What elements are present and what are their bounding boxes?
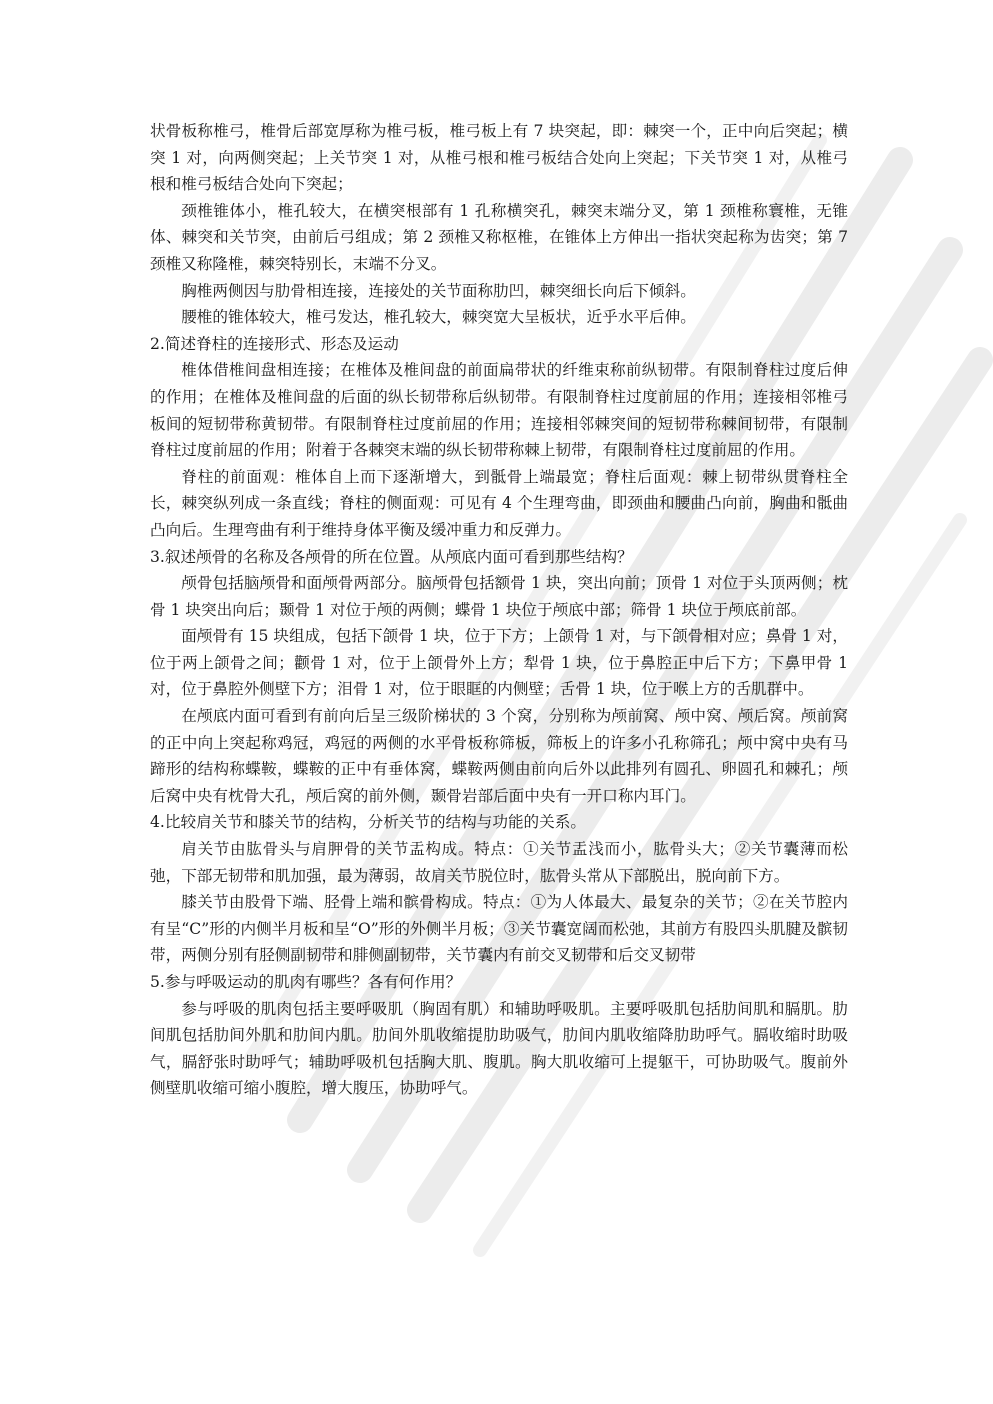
intro-paragraph-thoracic: 胸椎两侧因与肋骨相连接，连接处的关节面称肋凹，棘突细长向后下倾斜。 bbox=[181, 281, 696, 300]
question-5-heading: 5.参与呼吸运动的肌肉有哪些？各有何作用？ bbox=[150, 973, 462, 991]
question-4-paragraph-2: 膝关节由股骨下端、胫骨上端和髌骨构成。特点：①为人体最大、最复杂的关节；②在关节腔内有呈“C”形的内侧半月板和呈“O”形的外侧半月板；③关节囊宽阔而松弛，其前方有股四头肌腱及髌韧带，两侧分别有胫侧副韧带和腓侧副韧带，关节囊内有前交叉韧带和后交叉韧带 bbox=[150, 893, 848, 965]
question-4-heading: 4.比较肩关节和膝关节的结构，分析关节的结构与功能的关系。 bbox=[150, 813, 586, 832]
question-3-heading: 3.叙述颅骨的名称及各颅骨的所在位置。从颅底内面可看到那些结构？ bbox=[150, 547, 633, 566]
question-4-paragraph-1: 肩关节由肱骨头与肩胛骨的关节盂构成。特点：①关节盂浅而小，肱骨头大；②关节囊薄而松弛，下部无韧带和肌加强，最为薄弱，故肩关节脱位时，肱骨头常从下部脱出，脱向前下方。 bbox=[150, 840, 848, 885]
question-3-paragraph-3: 在颅底内面可看到有前向后呈三级阶梯状的 3 个窝，分别称为颅前窝、颅中窝、颅后窝。颅前窝的正中向上突起称鸡冠，鸡冠的两侧的水平骨板称筛板，筛板上的许多小孔称筛孔；颅中窝中央有马蹄形的结构称蝶鞍，蝶鞍的正中有垂体窝，蝶鞍两侧由前向后外以此排列有圆孔、卵圆孔和棘孔；颅后窝中央有枕骨大孔，颅后窝的前外侧，颞骨岩部后面中央有一开口称内耳门。 bbox=[150, 707, 848, 805]
question-3-paragraph-2: 面颅骨有 15 块组成，包括下颌骨 1 块，位于下方；上颌骨 1 对，与下颌骨相对应；鼻骨 1 对，位于两上颌骨之间；颧骨 1 对，位于上颌骨外上方；犁骨 1 块，位于鼻腔正中后下方；下鼻甲骨 1 对，位于鼻腔外侧壁下方；泪骨 1 对，位于眼眶的内侧壁；舌骨 1 块，位于喉上方的舌肌群中。 bbox=[150, 627, 848, 699]
intro-paragraph-1: 状骨板称椎弓，椎骨后部宽厚称为椎弓板，椎弓板上有 7 块突起，即：棘突一个，正中向后突起；横突 1 对，向两侧突起；上关节突 1 对，从椎弓根和椎弓板结合处向上突起；下关节突 1 对，从椎弓根和椎弓板结合处向下突起； bbox=[150, 122, 848, 194]
question-2-paragraph-1: 椎体借椎间盘相连接；在椎体及椎间盘的前面扁带状的纤维束称前纵韧带。有限制脊柱过度后伸的作用；在椎体及椎间盘的后面的纵长韧带称后纵韧带。有限制脊柱过度前屈的作用；连接相邻椎弓板间的短韧带称黄韧带。有限制脊柱过度前屈的作用；连接相邻棘突间的短韧带称棘间韧带，有限制脊柱过度前屈的作用；附着于各棘突末端的纵长韧带称棘上韧带，有限制脊柱过度前屈的作用。 bbox=[150, 361, 848, 460]
question-3-paragraph-1: 颅骨包括脑颅骨和面颅骨两部分。脑颅骨包括额骨 1 块，突出向前；顶骨 1 对位于头顶两侧；枕骨 1 块突出向后；颞骨 1 对位于颅的两侧；蝶骨 1 块位于颅底中部；筛骨 1 块位于颅底前部。 bbox=[150, 574, 848, 619]
question-5-paragraph-1: 参与呼吸的肌肉包括主要呼吸肌（胸固有肌）和辅助呼吸肌。主要呼吸肌包括肋间肌和膈肌。肋间肌包括肋间外肌和肋间内肌。肋间外肌收缩提肋助吸气，肋间内肌收缩降肋助呼气。膈收缩时助吸气，膈舒张时助呼气；辅助呼吸机包括胸大肌、腹肌。胸大肌收缩可上提躯干，可协助吸气。腹前外侧壁肌收缩可缩小腹腔，增大腹压，协助呼气。 bbox=[150, 999, 848, 1098]
question-2-heading: 2.简述脊柱的连接形式、形态及运动 bbox=[150, 334, 399, 353]
intro-paragraph-lumbar: 腰椎的锥体较大，椎弓发达，椎孔较大，棘突宽大呈板状，近乎水平后伸。 bbox=[181, 308, 696, 327]
document-body bbox=[150, 118, 848, 1102]
intro-paragraph-cervical: 颈椎锥体小，椎孔较大，在横突根部有 1 孔称横突孔，棘突末端分叉，第 1 颈椎称寰椎，无锥体、棘突和关节突，由前后弓组成；第 2 颈椎又称枢椎，在锥体上方伸出一指状突起称为齿突；第 7 颈椎又称隆椎，棘突特别长，末端不分叉。 bbox=[150, 201, 848, 273]
question-2-paragraph-2: 脊柱的前面观：椎体自上而下逐渐增大，到骶骨上端最宽；脊柱后面观：棘上韧带纵贯脊柱全长，棘突纵列成一条直线；脊柱的侧面观：可见有 4 个生理弯曲，即颈曲和腰曲凸向前，胸曲和骶曲凸向后。生理弯曲有利于维持身体平衡及缓冲重力和反弹力。 bbox=[150, 467, 848, 539]
